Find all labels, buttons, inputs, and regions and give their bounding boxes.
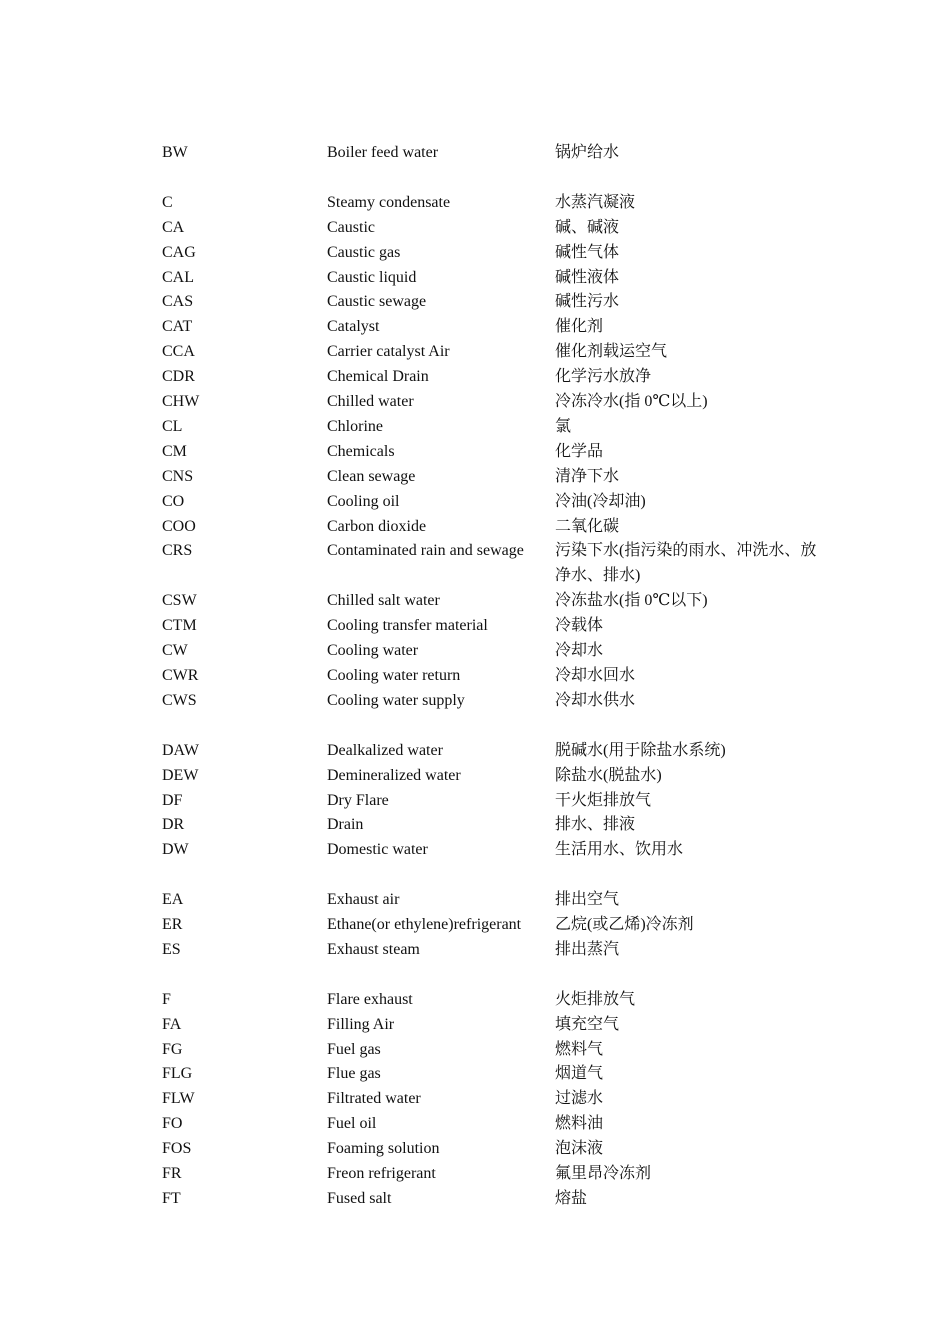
abbreviation-code: DF <box>162 791 183 809</box>
abbreviation-row <box>162 490 842 515</box>
english-meaning: Dealkalized water <box>327 741 443 759</box>
english-meaning: Caustic gas <box>327 243 401 261</box>
abbreviation-code: C <box>162 193 173 211</box>
abbreviation-row <box>162 1062 842 1087</box>
chinese-meaning: 干火炬排放气 <box>555 791 652 809</box>
abbreviation-code: CAS <box>162 293 194 311</box>
chinese-meaning: 冷却水 <box>555 642 604 660</box>
abbreviation-code: CWR <box>162 667 199 685</box>
abbreviation-code: DR <box>162 816 185 834</box>
english-meaning: Flue gas <box>327 1065 381 1083</box>
english-meaning: Flare exhaust <box>327 990 413 1008</box>
chinese-meaning: 烟道气 <box>555 1065 604 1083</box>
chinese-meaning: 水蒸汽凝液 <box>555 193 636 211</box>
english-meaning: Contaminated rain and sewage <box>327 542 524 560</box>
abbreviation-row <box>162 539 842 589</box>
abbreviation-code: F <box>162 990 171 1008</box>
chinese-meaning: 生活用水、饮用水 <box>555 841 684 859</box>
chinese-meaning: 污染下水(指污染的雨水、冲洗水、放净水、排水) <box>555 542 817 585</box>
abbreviation-row <box>162 813 842 838</box>
chinese-meaning: 燃料气 <box>555 1040 604 1058</box>
abbreviation-row <box>162 739 842 764</box>
english-meaning: Caustic <box>327 218 375 236</box>
abbreviation-row <box>162 664 842 689</box>
abbreviation-code: CW <box>162 642 188 660</box>
abbreviation-code: FT <box>162 1190 181 1207</box>
chinese-meaning: 催化剂载运空气 <box>555 343 668 361</box>
chinese-meaning: 火炬排放气 <box>555 990 636 1008</box>
abbreviation-code: CTM <box>162 617 197 635</box>
english-meaning: Foaming solution <box>327 1140 440 1158</box>
english-meaning: Chemical Drain <box>327 368 429 386</box>
abbreviation-code: ER <box>162 916 183 934</box>
english-meaning: Cooling transfer material <box>327 617 488 635</box>
chinese-meaning: 化学品 <box>555 442 604 460</box>
chinese-meaning: 冷冻冷水(指 0℃以上) <box>555 393 708 411</box>
english-meaning: Domestic water <box>327 841 428 859</box>
abbreviation-code: FA <box>162 1015 182 1033</box>
abbreviation-row <box>162 913 842 938</box>
chinese-meaning: 燃料油 <box>555 1115 604 1133</box>
english-meaning: Boiler feed water <box>327 144 439 161</box>
chinese-meaning: 氟里昂冷冻剂 <box>555 1165 652 1183</box>
english-meaning: Exhaust steam <box>327 940 420 958</box>
english-meaning: Catalyst <box>327 318 380 336</box>
abbreviation-code: CA <box>162 218 185 236</box>
english-meaning: Demineralized water <box>327 766 461 784</box>
english-meaning: Drain <box>327 816 364 834</box>
abbreviation-row <box>162 440 842 465</box>
chinese-meaning: 填充空气 <box>555 1015 620 1033</box>
chinese-meaning: 排出蒸汽 <box>555 940 620 958</box>
chinese-meaning: 碱、碱液 <box>555 218 620 236</box>
abbreviation-code: CWS <box>162 691 197 709</box>
abbreviation-row <box>162 988 842 1013</box>
abbreviation-row <box>162 589 842 614</box>
abbreviation-list <box>162 141 842 1212</box>
abbreviation-code: CRS <box>162 542 193 560</box>
chinese-meaning: 锅炉给水 <box>555 144 620 161</box>
english-meaning: Caustic sewage <box>327 293 427 311</box>
chinese-meaning: 冷却水回水 <box>555 667 636 685</box>
english-meaning: Chlorine <box>327 417 383 435</box>
abbreviation-code: FO <box>162 1115 183 1133</box>
abbreviation-row <box>162 365 842 390</box>
english-meaning: Filling Air <box>327 1015 395 1033</box>
abbreviation-code: FLG <box>162 1065 193 1083</box>
chinese-meaning: 除盐水(脱盐水) <box>555 766 662 784</box>
abbreviation-code: DW <box>162 841 189 859</box>
abbreviation-row <box>162 1187 842 1212</box>
english-meaning: Ethane(or ethylene)refrigerant <box>327 916 522 934</box>
abbreviation-code: CO <box>162 492 185 510</box>
abbreviation-row <box>162 1087 842 1112</box>
chinese-meaning: 熔盐 <box>555 1190 588 1207</box>
abbreviation-row <box>162 888 842 913</box>
english-meaning: Carrier catalyst Air <box>327 343 450 361</box>
abbreviation-code: CNS <box>162 467 194 485</box>
english-meaning: Dry Flare <box>327 791 389 809</box>
english-meaning: Fuel oil <box>327 1115 377 1133</box>
english-meaning: Steamy condensate <box>327 193 451 211</box>
chinese-meaning: 过滤水 <box>555 1090 604 1108</box>
english-meaning: Freon refrigerant <box>327 1165 436 1183</box>
abbreviation-row <box>162 241 842 266</box>
chinese-meaning: 氯 <box>555 417 572 435</box>
abbreviation-row <box>162 1112 842 1137</box>
abbreviation-row <box>162 689 842 714</box>
chinese-meaning: 排出空气 <box>555 891 620 909</box>
english-meaning: Chilled salt water <box>327 592 440 610</box>
abbreviation-row <box>162 266 842 291</box>
chinese-meaning: 清净下水 <box>555 467 620 485</box>
english-meaning: Caustic liquid <box>327 268 417 286</box>
chinese-meaning: 冷却水供水 <box>555 691 636 709</box>
chinese-meaning: 二氧化碳 <box>555 517 620 535</box>
chinese-meaning: 排水、排液 <box>555 816 636 834</box>
chinese-meaning: 脱碱水(用于除盐水系统) <box>555 741 726 759</box>
abbreviation-code: DEW <box>162 766 199 784</box>
abbreviation-row <box>162 764 842 789</box>
chinese-meaning: 泡沫液 <box>555 1140 604 1158</box>
abbreviation-row <box>162 315 842 340</box>
abbreviation-row <box>162 639 842 664</box>
abbreviation-row <box>162 614 842 639</box>
abbreviation-row <box>162 141 842 166</box>
abbreviation-code: CCA <box>162 343 195 361</box>
abbreviation-code: CL <box>162 417 183 435</box>
english-meaning: Cooling oil <box>327 492 400 510</box>
abbreviation-code: BW <box>162 144 188 161</box>
abbreviation-row <box>162 789 842 814</box>
abbreviation-row <box>162 340 842 365</box>
abbreviation-row <box>162 415 842 440</box>
chinese-meaning: 冷冻盐水(指 0℃以下) <box>555 592 708 610</box>
abbreviation-row <box>162 1038 842 1063</box>
abbreviation-code: FR <box>162 1165 182 1183</box>
english-meaning: Chilled water <box>327 393 414 411</box>
chinese-meaning: 催化剂 <box>555 318 604 336</box>
english-meaning: Filtrated water <box>327 1090 421 1108</box>
abbreviation-code: CM <box>162 442 187 460</box>
english-meaning: Cooling water <box>327 642 419 660</box>
abbreviation-row <box>162 1162 842 1187</box>
english-meaning: Fuel gas <box>327 1040 381 1058</box>
abbreviation-code: DAW <box>162 741 199 759</box>
chinese-meaning: 碱性气体 <box>555 243 620 261</box>
chinese-meaning: 冷油(冷却油) <box>555 492 646 510</box>
english-meaning: Exhaust air <box>327 891 400 909</box>
abbreviation-row <box>162 216 842 241</box>
abbreviation-row <box>162 1137 842 1162</box>
abbreviation-code: FOS <box>162 1140 192 1158</box>
abbreviation-code: COO <box>162 517 196 535</box>
abbreviation-code: CAT <box>162 318 193 336</box>
english-meaning: Fused salt <box>327 1190 392 1207</box>
english-meaning: Clean sewage <box>327 467 416 485</box>
abbreviation-code: CDR <box>162 368 195 386</box>
abbreviation-row <box>162 938 842 963</box>
abbreviation-code: CHW <box>162 393 200 411</box>
abbreviation-code: EA <box>162 891 184 909</box>
abbreviation-code: FG <box>162 1040 183 1058</box>
abbreviation-row <box>162 465 842 490</box>
english-meaning: Chemicals <box>327 442 395 460</box>
abbreviation-code: CAL <box>162 268 194 286</box>
abbreviation-row <box>162 1013 842 1038</box>
english-meaning: Carbon dioxide <box>327 517 427 535</box>
chinese-meaning: 化学污水放净 <box>555 368 652 386</box>
abbreviation-row <box>162 515 842 540</box>
abbreviation-code: CAG <box>162 243 196 261</box>
chinese-meaning: 冷载体 <box>555 617 604 635</box>
chinese-meaning: 碱性污水 <box>555 293 620 311</box>
chinese-meaning: 碱性液体 <box>555 268 620 286</box>
abbreviation-row <box>162 191 842 216</box>
english-meaning: Cooling water return <box>327 667 461 685</box>
abbreviation-row <box>162 290 842 315</box>
abbreviation-row <box>162 838 842 863</box>
abbreviation-code: ES <box>162 940 181 958</box>
chinese-meaning: 乙烷(或乙烯)冷冻剂 <box>555 916 694 934</box>
abbreviation-code: FLW <box>162 1090 195 1108</box>
abbreviation-row <box>162 390 842 415</box>
english-meaning: Cooling water supply <box>327 691 465 709</box>
abbreviation-code: CSW <box>162 592 197 610</box>
